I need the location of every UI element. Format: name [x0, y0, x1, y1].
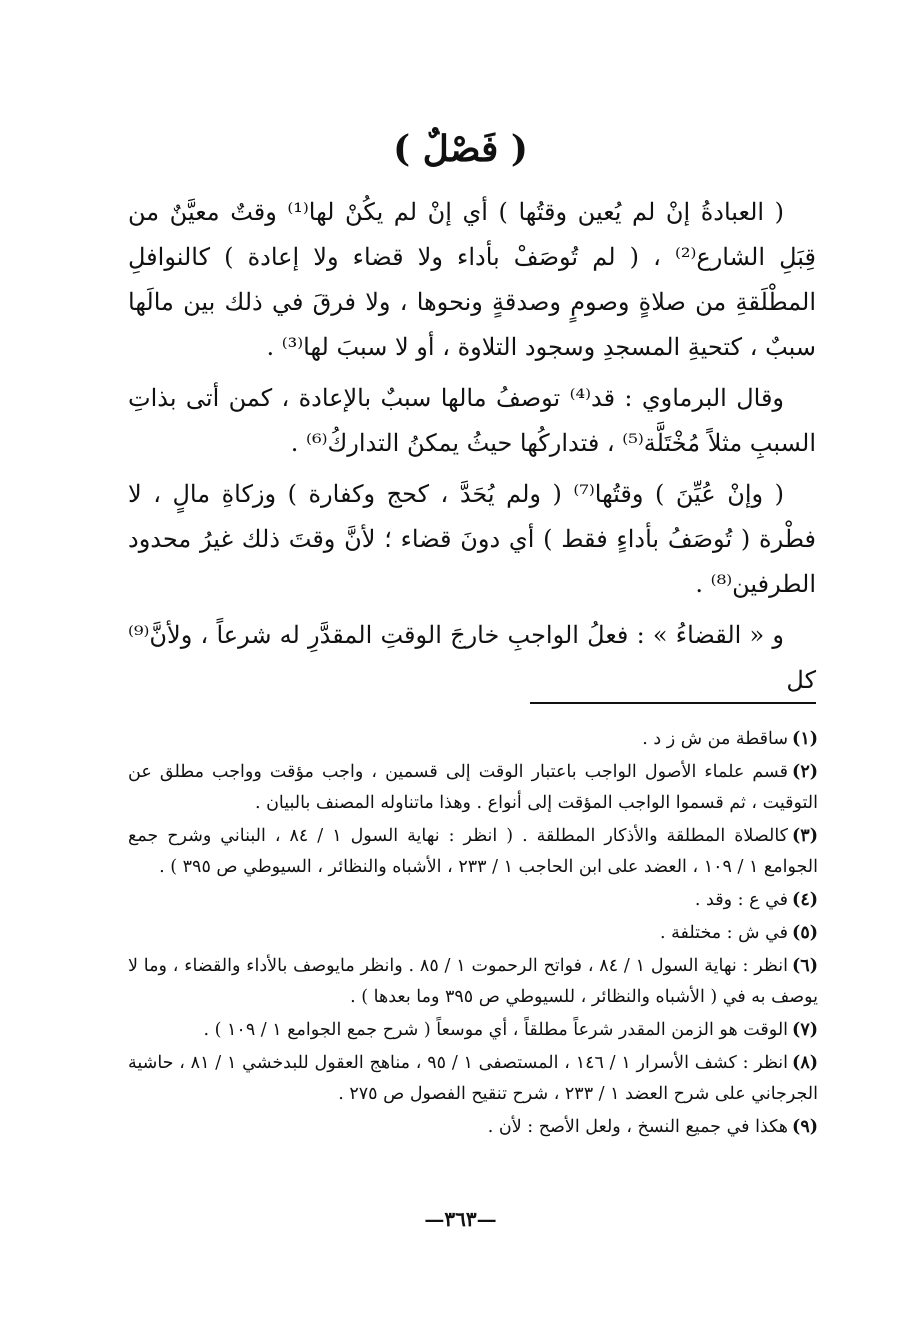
footnote-text: قسم علماء الأصول الواجب باعتبار الوقت إلى قسمين ، واجب مؤقت وواجب مطلق عن التوقيت ، ثم قسموا الواجب المؤقت إلى أنواع . وهذا ماتناوله المصنف بالبيان .	[128, 762, 818, 813]
footnote-text: الوقت هو الزمن المقدر شرعاً مطلقاً ، أي موسعاً ( شرح جمع الجوامع ١ / ١٠٩ ) .	[203, 1020, 789, 1040]
paragraph: ( وإنْ عُيِّنَ ) وقتُها⁽⁷⁾ ( ولم يُحَدَّ ، كحج وكفارة ) وزكاةِ مالٍ ، لا فطْرة ( تُوصَفُ بأداءٍ فقط ) أي دونَ قضاء ؛ لأنَّ وقتَ ذلك غيرُ محدود الطرفين⁽⁸⁾ .	[128, 480, 816, 598]
footnote-separator	[530, 702, 816, 704]
footnote	[128, 951, 818, 1013]
main-text	[128, 190, 816, 709]
footnote	[128, 1015, 818, 1046]
footnote-number: (٤)	[792, 890, 818, 910]
paragraph: و « القضاءُ » : فعلُ الواجبِ خارجَ الوقتِ المقدَّرِ له شرعاً ، ولأنَّ⁽⁹⁾ كل	[128, 621, 816, 694]
footnote-number: (٦)	[792, 956, 818, 976]
footnote-text: هكذا في جميع النسخ ، ولعل الأصح : لأن .	[487, 1117, 789, 1137]
footnote-text: انظر : نهاية السول ١ / ٨٤ ، فواتح الرحموت ١ / ٨٥ . وانظر مايوصف بالأداء والقضاء ، وما لا يوصف به في ( الأشباه والنظائر ، للسيوطي ص ٣٩٥ وما بعدها ) .	[128, 956, 818, 1007]
paragraph: وقال البرماوي : قد⁽⁴⁾ توصفُ مالها سببٌ بالإعادة ، كمن أتى بذاتِ السببِ مثلاً مُخْتَلَّة⁽⁵⁾ ، فتداركُها حيثُ يمكنُ التداركُ⁽⁶⁾ .	[128, 384, 816, 457]
footnote-text: في ع : وقد .	[694, 890, 789, 910]
footnote-number: (٢)	[792, 762, 818, 782]
footnote	[128, 1112, 818, 1143]
footnote	[128, 757, 818, 819]
footnote-number: (٨)	[792, 1053, 819, 1073]
footnote	[128, 918, 818, 949]
footnote-number: (٣)	[792, 826, 818, 846]
section-heading: ( فَصْلٌ )	[393, 128, 528, 170]
footnote	[128, 821, 818, 883]
footnotes	[128, 724, 818, 1145]
footnote-text: ساقطة من ش ز د .	[642, 729, 789, 749]
footnote-number: (١)	[792, 729, 818, 749]
footnote-number: (٥)	[792, 923, 818, 943]
footnote-number: (٩)	[792, 1117, 818, 1137]
footnote	[128, 885, 818, 916]
footnote-number: (٧)	[792, 1020, 818, 1040]
paragraph: ( العبادةُ إنْ لم يُعين وقتُها ) أي إنْ لم يكُنْ لها⁽¹⁾ وقتٌ معيَّنٌ من قِبَلِ الشارع⁽²⁾ ، ( لم تُوصَفْ بأداء ولا قضاء ولا إعادة ) كالنوافلِ المطْلَقةِ من صلاةٍ وصومٍ وصدقةٍ ونحوها ، ولا فرقَ في ذلك بين مالَها سببٌ ، كتحيةِ المسجدِ وسجود التلاوة ، أو لا سببَ لها⁽³⁾ .	[128, 198, 816, 361]
footnote-text: كالصلاة المطلقة والأذكار المطلقة . ( انظر : نهاية السول ١ / ٨٤ ، البناني وشرح جمع الجوامع ١ / ١٠٩ ، العضد على ابن الحاجب ١ / ٢٣٣ ، الأشباه والنظائر ، السيوطي ص ٣٩٥ ) .	[128, 826, 818, 877]
footnote	[128, 1048, 818, 1110]
footnote-text: في ش : مختلفة .	[660, 923, 789, 943]
footnote	[128, 724, 818, 755]
page-number: —٣٦٣—	[424, 1207, 497, 1231]
footnote-text: انظر : كشف الأسرار ١ / ١٤٦ ، المستصفى ١ / ٩٥ ، مناهج العقول للبدخشي ١ / ٨١ ، حاشية الجرجاني على شرح العضد ١ / ٢٣٣ ، شرح تنقيح الفصول ص ٢٧٥ .	[128, 1053, 818, 1104]
